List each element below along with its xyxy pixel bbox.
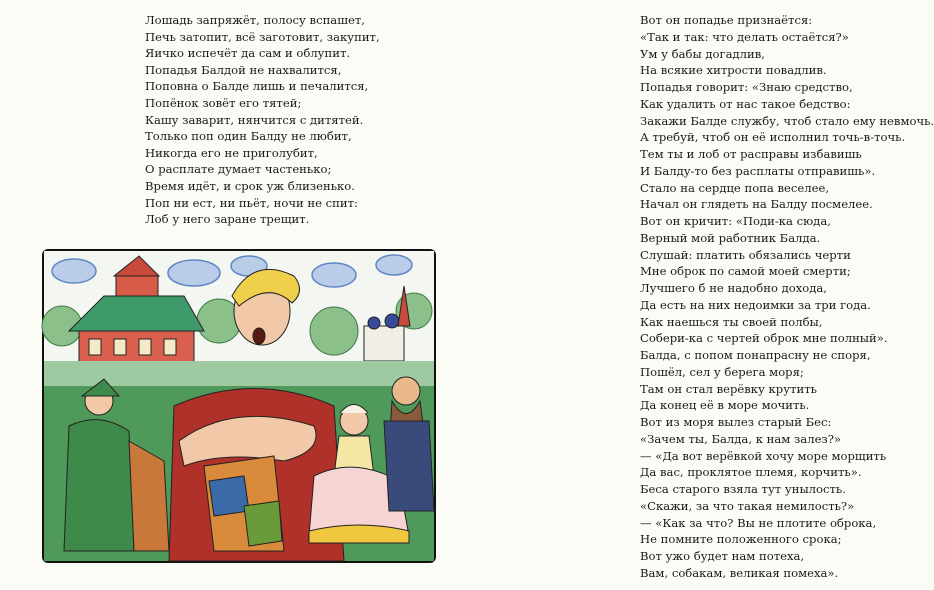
- verse-line: Вот он попадье признаётся:: [640, 13, 813, 27]
- verse-line: Закажи Балде службу, чтоб стало ему невмочь.: [640, 113, 934, 128]
- verse-line: Время идёт, и срок уж близенько.: [145, 178, 355, 193]
- verse-line: Как удалить от нас такое бедство:: [640, 96, 851, 111]
- verse-line: Верный мой работник Балда.: [640, 230, 821, 245]
- verse-line: Вот ужо будет нам потеха,: [640, 549, 805, 563]
- verse-line: Да вас, проклятое племя, корчить».: [640, 465, 862, 480]
- verse-line: Беса старого взяла тут унылость.: [640, 482, 846, 496]
- verse-line: Кашу заварит, нянчится с дитятей.: [145, 112, 364, 127]
- verse-line: Тем ты и лоб от расправы избавишь: [640, 147, 862, 161]
- verse-line: Да есть на них недоимки за три года.: [640, 297, 871, 312]
- verse-line: — «Да вот верёвкой хочу море морщить: [640, 448, 887, 463]
- verse-line: Поповна о Балде лишь и печалится,: [145, 79, 369, 94]
- verse-line: И Балду-то без расплаты отправишь».: [640, 163, 876, 178]
- verse-line: Яичко испечёт да сам и облупит.: [145, 46, 351, 61]
- verse-line: О расплате думает частенько;: [145, 162, 332, 177]
- verse-line: Там он стал верёвку крутить: [640, 381, 817, 396]
- verse-line: Балда, с попом понапрасну не споря,: [640, 348, 871, 362]
- verse-line: Вам, собакам, великая помеха».: [640, 565, 839, 580]
- verse-line: Никогда его не приголубит,: [145, 145, 318, 160]
- verse-line: Вот из моря вылез старый Бес:: [640, 415, 832, 429]
- verse-line: Поп ни ест, ни пьёт, ночи не спит:: [145, 195, 358, 210]
- illustration-balda-and-priest-family: [42, 249, 436, 563]
- verse-line: Только поп один Балду не любит,: [145, 129, 352, 144]
- verse-line: На всякие хитрости повадлив.: [640, 63, 827, 78]
- left-page-verse: [145, 12, 380, 228]
- verse-line: Начал он глядеть на Балду посмелее.: [640, 197, 873, 212]
- verse-line: Не помните положенного срока;: [640, 532, 842, 547]
- verse-line: Лучшего б не надобно дохода,: [640, 281, 827, 295]
- verse-line: Попадья Балдой не нахвалится,: [145, 62, 342, 77]
- verse-line: «Так и так: что делать остаётся?»: [640, 29, 849, 44]
- verse-line: Собери-ка с чертей оброк мне полный».: [640, 331, 888, 346]
- verse-line: «Зачем ты, Балда, к нам залез?»: [640, 431, 842, 446]
- verse-line: Ум у бабы догадлив,: [640, 46, 765, 61]
- verse-line: Стало на сердце попа веселее,: [640, 180, 830, 195]
- verse-line: — «Как за что? Вы не плотите оброка,: [640, 515, 877, 530]
- verse-line: Мне оброк по самой моей смерти;: [640, 264, 851, 279]
- right-page-verse: [640, 12, 934, 582]
- verse-line: Лоб у него заране трещит.: [145, 212, 310, 227]
- verse-line: Печь затопит, всё заготовит, закупит,: [145, 29, 380, 44]
- verse-line: Попёнок зовёт его тятей;: [145, 95, 302, 110]
- verse-line: «Скажи, за что такая немилость?»: [640, 498, 855, 513]
- verse-line: Пошёл, сел у берега моря;: [640, 364, 804, 379]
- verse-line: А требуй, чтоб он её исполнил точь-в-точь.: [640, 130, 906, 145]
- verse-line: Как наешься ты своей полбы,: [640, 314, 823, 329]
- verse-line: Попадья говорит: «Знаю средство,: [640, 80, 853, 94]
- verse-line: Лошадь запряжёт, полосу вспашет,: [145, 13, 365, 27]
- verse-line: Слушай: платить обязались черти: [640, 247, 851, 262]
- verse-line: Вот он кричит: «Поди-ка сюда,: [640, 214, 831, 228]
- verse-line: Да конец её в море мочить.: [640, 398, 810, 413]
